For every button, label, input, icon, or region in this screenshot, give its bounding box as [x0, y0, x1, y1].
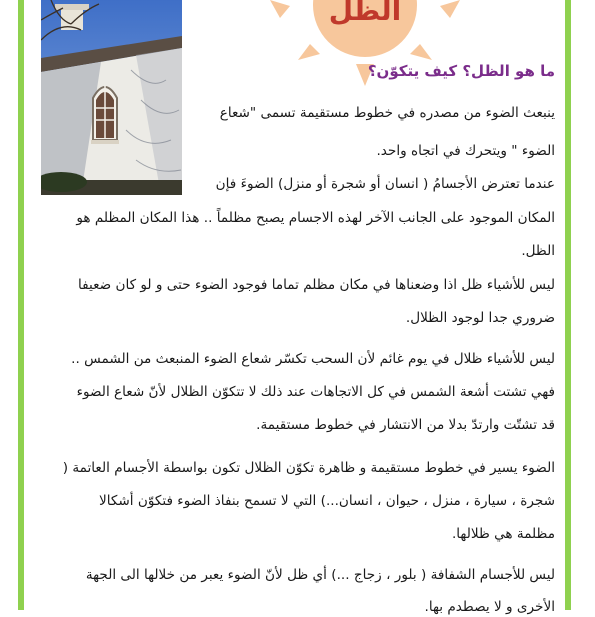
text-line: شجرة ، سيارة ، منزل ، حيوان ، انسان...) التي لا تسمح بنفاذ الضوء فتكوّن أشكالا — [98, 493, 555, 509]
text-line: مظلمة هي ظلالها. — [451, 526, 555, 542]
text-line: قد تشتّت وارتدّ بدلا من الانتشار في خطوط مستقيمة. — [256, 417, 555, 433]
page-frame-left — [18, 0, 24, 610]
section-heading: ما هو الظل؟ كيف يتكوّن؟ — [367, 62, 555, 80]
text-line: عندما تعترض الأجسامُ ( انسان أو شجرة أو منزل) الضوءَ فإن — [215, 176, 555, 192]
text-line: الضوء يسير في خطوط مستقيمة و ظاهرة تكوّن الظلال تكون بواسطة الأجسام العاتمة ( — [62, 460, 555, 476]
text-line: ليس للأشياء ظل اذا وضعناها في مكان مظلم تماما فوجود الضوء حتى و لو كان ضعيفا — [77, 277, 555, 293]
text-line: الظل. — [521, 243, 555, 259]
text-line: ليس للأشياء ظلال في يوم غائم لأن السحب تكسّر شعاع الضوء المنبعث من الشمس .. — [71, 351, 555, 367]
house-shadow-photo — [41, 0, 182, 195]
sun-title: الظل — [328, 0, 402, 27]
text-line: ليس للأجسام الشفافة ( بلور ، زجاج ...) أي ظل لأنّ الضوء يعبر من خلالها الى الجهة — [85, 567, 555, 583]
text-line: الأخرى و لا يصطدم بها. — [424, 599, 555, 615]
text-line: المكان الموجود على الجانب الآخر لهذه الاجسام يصبح مظلماً .. هذا المكان المظلم هو — [76, 210, 555, 226]
text-line: الضوء " ويتحرك في اتجاه واحد. — [376, 143, 555, 159]
text-line: فهي تشتت أشعة الشمس في كل الاتجاهات عند ذلك لا تتكوّن الظلال لأنّ شعاع الضوء — [76, 384, 555, 400]
text-line: ضروري جدا لوجود الظلال. — [405, 310, 555, 326]
page-frame-right — [565, 0, 571, 610]
text-line: ينبعث الضوء من مصدره في خطوط مستقيمة تسمى "شعاع — [219, 105, 555, 121]
